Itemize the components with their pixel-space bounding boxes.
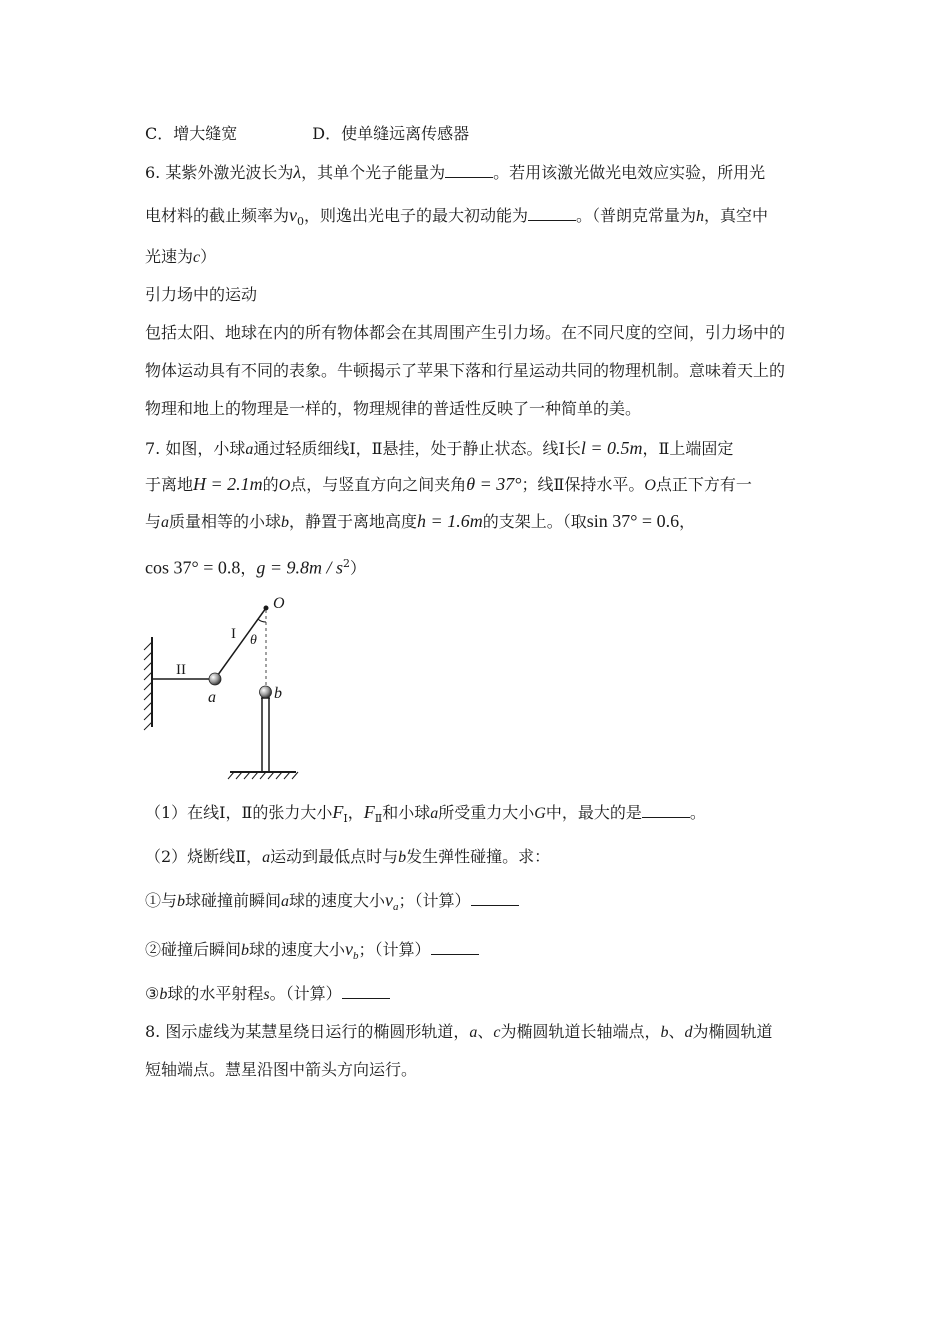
q7-text: 球的速度大小	[289, 891, 386, 910]
q7-text: （2）烧断线Ⅱ，	[145, 847, 263, 866]
label-II: II	[176, 662, 186, 678]
q7-text: ，静置于离地高度	[289, 512, 418, 531]
options-line	[145, 122, 469, 146]
equation-l: l = 0.5m	[580, 438, 643, 458]
q8-text: 8. 图示虚线为某慧星绕日运行的椭圆形轨道，	[145, 1022, 470, 1041]
force-subscript: Ⅱ	[374, 812, 383, 826]
var-O: O	[278, 477, 291, 494]
equation-theta: θ = 37°	[466, 474, 522, 494]
q8-text: 、	[668, 1022, 685, 1041]
q7-text: 中，最大的是	[545, 803, 642, 822]
var-b: b	[241, 942, 250, 959]
q7-text: ，	[679, 512, 696, 531]
q7-text: ；线Ⅱ保持水平。	[521, 475, 645, 494]
var-b: b	[177, 893, 186, 910]
q7-text: 和小球	[382, 803, 431, 822]
q7-text: 运动到最低点时与	[270, 847, 399, 866]
force-symbol: F	[363, 802, 375, 822]
pivot-O	[264, 606, 269, 611]
var-O: O	[644, 477, 656, 494]
var-a: a	[281, 893, 290, 910]
q7-text: 球的速度大小	[249, 940, 346, 959]
q7-text: 质量相等的小球	[169, 512, 282, 531]
velocity-symbol: v	[385, 890, 394, 910]
q7-text: ②碰撞后瞬间	[145, 940, 242, 959]
q6-text: 6. 某紫外激光波长为	[145, 163, 294, 182]
option-c: C．增大缝宽	[145, 124, 238, 143]
q7-circle-1	[145, 888, 519, 919]
equation-h: h = 1.6m	[417, 511, 483, 531]
superscript: 2	[343, 557, 351, 570]
theta-arc	[258, 619, 266, 622]
answer-blank[interactable]	[471, 891, 519, 906]
var-a: a	[430, 805, 439, 822]
var-b: b	[159, 986, 168, 1003]
q7-line-3	[145, 509, 695, 535]
q7-text: 发生弹性碰撞。求：	[406, 847, 551, 866]
ball-b	[260, 686, 272, 698]
q7-sub1	[145, 800, 706, 831]
label-b: b	[274, 685, 282, 702]
label-theta: θ	[250, 633, 257, 648]
section-paragraph-line: 物体运动具有不同的表象。牛顿揭示了苹果下落和行星运动共同的物理机制。意味着天上的	[145, 361, 786, 380]
option-d: D．使单缝远离传感器	[312, 124, 470, 143]
q8-text: 为椭圆轨道	[692, 1022, 773, 1041]
nu-symbol: ν	[289, 205, 298, 225]
light-speed-symbol: c	[193, 249, 201, 266]
q7-text: 。（计算）	[269, 984, 342, 1003]
var-G: G	[534, 805, 546, 822]
var-d: d	[684, 1024, 693, 1041]
var-a: a	[262, 849, 271, 866]
var-b: b	[398, 849, 407, 866]
q6-line-3	[145, 245, 216, 270]
q7-text: 所受重力大小	[438, 803, 535, 822]
q7-text: ，	[240, 558, 257, 578]
q6-line-1	[145, 160, 765, 185]
var-b: b	[660, 1024, 669, 1041]
q7-text: ；（计算）	[358, 940, 431, 959]
planck-symbol: h	[696, 208, 705, 225]
answer-blank[interactable]	[528, 206, 576, 221]
q8-line-1	[145, 1020, 773, 1045]
q6-line-2	[145, 203, 768, 234]
answer-blank[interactable]	[445, 163, 493, 178]
q7-line-4	[145, 552, 366, 580]
q6-text: 。（普朗克常量为	[576, 206, 697, 225]
var-b: b	[281, 514, 290, 531]
pendulum-figure	[140, 590, 310, 790]
q7-sub2	[145, 845, 550, 870]
answer-blank[interactable]	[642, 803, 690, 818]
section-paragraph-line: 包括太阳、地球在内的所有物体都会在其周围产生引力场。在不同尺度的空间，引力场中的	[145, 323, 786, 342]
velocity-subscript: a	[393, 901, 399, 914]
answer-blank[interactable]	[342, 984, 390, 999]
equation-H: H = 2.1m	[193, 474, 263, 494]
q7-text: 球碰撞前瞬间	[185, 891, 282, 910]
answer-blank[interactable]	[431, 940, 479, 955]
velocity-symbol: v	[345, 939, 354, 959]
equation-cos: cos 37° = 0.8	[145, 557, 241, 578]
q7-text: 通过轻质细线Ⅰ，Ⅱ悬挂，处于静止状态。线Ⅰ长	[253, 439, 581, 458]
q7-text: 的支架上。（取	[482, 512, 587, 531]
q7-circle-3	[145, 982, 390, 1007]
q6-text: 电材料的截止频率为	[145, 206, 290, 225]
q7-text: 。	[689, 803, 706, 822]
equation-sin: sin 37° = 0.6	[586, 511, 680, 531]
q7-text: ①与	[145, 891, 178, 910]
q6-text: ）	[200, 247, 217, 266]
q8-text: 为椭圆轨道长轴端点，	[500, 1022, 661, 1041]
q7-text: 与	[145, 512, 162, 531]
q6-text: ，真空中	[704, 206, 769, 225]
q7-circle-2	[145, 937, 479, 968]
q7-text: 的	[262, 475, 279, 494]
q8-text: 、	[477, 1022, 494, 1041]
q7-text: 7. 如图，小球	[145, 439, 246, 458]
q7-text: 点，与竖直方向之间夹角	[290, 475, 467, 494]
force-symbol: F	[332, 802, 344, 822]
q6-text: 。若用该激光做光电效应实验，所用光	[493, 163, 766, 182]
var-a: a	[469, 1024, 478, 1041]
nu-subscript: 0	[297, 215, 305, 229]
section-title: 引力场中的运动	[145, 285, 258, 304]
force-subscript: Ⅰ	[343, 812, 348, 826]
var-a: a	[245, 441, 254, 458]
q7-text: （1）在线Ⅰ，Ⅱ的张力大小	[145, 803, 333, 822]
q8-line-2: 短轴端点。慧星沿图中箭头方向运行。	[145, 1060, 418, 1079]
lambda-symbol: λ	[293, 162, 302, 182]
q7-line-1	[145, 436, 733, 462]
var-c: c	[493, 1024, 501, 1041]
var-s: s	[263, 986, 270, 1003]
q7-line-2	[145, 472, 752, 498]
q7-text: 于离地	[145, 475, 194, 494]
velocity-subscript: b	[353, 950, 359, 963]
label-a: a	[208, 689, 216, 706]
q6-text: ，则逸出光电子的最大初动能为	[304, 206, 529, 225]
q7-text: ；（计算）	[398, 891, 471, 910]
label-I: I	[231, 626, 236, 642]
ground-hatching	[228, 772, 298, 779]
q6-text: 光速为	[145, 247, 194, 266]
wall-hatching	[144, 642, 152, 730]
section-paragraph-line: 物理和地上的物理是一样的，物理规律的普适性反映了一种简单的美。	[145, 399, 642, 418]
q7-text: ）	[350, 558, 367, 578]
equation-g: g = 9.8m / s	[256, 557, 344, 578]
q7-text: ③	[145, 984, 160, 1003]
ball-a	[209, 673, 221, 685]
q7-text: 球的水平射程	[167, 984, 264, 1003]
var-a: a	[161, 514, 170, 531]
q7-text: 点正下方有一	[655, 475, 752, 494]
q6-text: ，其单个光子能量为	[301, 163, 446, 182]
q7-text: ，	[347, 803, 364, 822]
label-O: O	[273, 595, 285, 612]
q7-text: ，Ⅱ上端固定	[642, 439, 734, 458]
